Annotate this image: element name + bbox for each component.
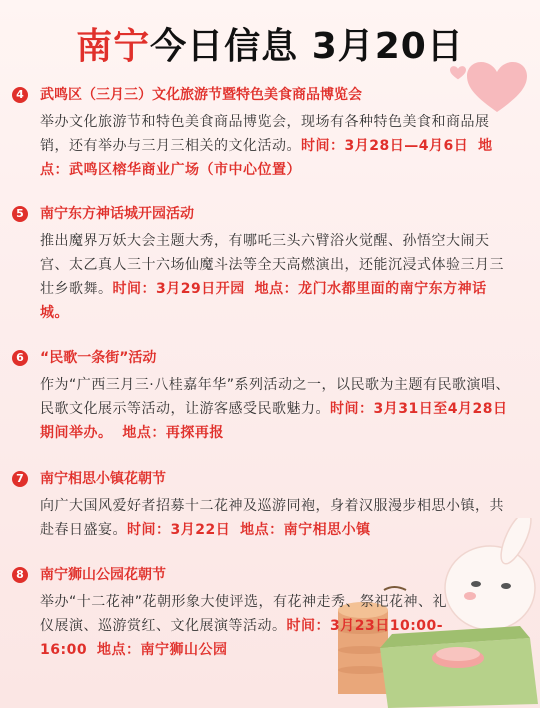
event-place: 地点：南宁狮山公园 (96, 642, 228, 658)
event-section-5 (16, 205, 512, 325)
event-title (16, 566, 460, 584)
heart-small-icon (450, 66, 466, 80)
event-description (12, 494, 512, 542)
event-desc-text: 作为“广西三月三·八桂嘉年华”系列活动之一，以民歌为主题有民歌演唱、民歌文化展示等活动，让游客感受民歌魅力。 (40, 377, 510, 417)
event-section-4 (16, 86, 512, 182)
number-badge: 5 (12, 206, 28, 222)
event-title (16, 349, 512, 367)
event-time: 时间：3月31日至4月28日期间举办。 (40, 401, 508, 441)
event-place: 地点：南宁相思小镇 (240, 522, 371, 538)
event-title-text: 南宁狮山公园花朝节 (40, 567, 166, 583)
event-time: 时间：3月23日10:00-16:00 (40, 618, 444, 658)
event-desc-text: 向广大国风爱好者招募十二花神及巡游同袍，身着汉服漫步相思小镇，共赴春日盛宴。 (40, 498, 504, 538)
event-title-text: “民歌一条街”活动 (40, 350, 157, 366)
event-place: 地点：武鸣区榕华商业广场（市中心位置） (40, 138, 493, 178)
event-desc-text: 推出魔界万妖大会主题大秀，有哪吒三头六臂浴火觉醒、孙悟空大闹天宫、太乙真人三十六场仙魔斗法等全天高燃演出，还能沉浸式体验三月三壮乡歌舞。 (40, 233, 504, 297)
number-badge: 4 (12, 87, 28, 103)
title-date: 今日信息 3月20日 (150, 26, 464, 67)
event-description (12, 373, 512, 445)
event-time: 时间：3月29日开园 (112, 281, 245, 297)
event-title-text: 南宁相思小镇花朝节 (40, 471, 166, 487)
event-place: 地点：再探再报 (122, 425, 224, 441)
event-place: 地点：龙门水都里面的南宁东方神话城。 (40, 281, 487, 321)
title-city: 南宁 (76, 26, 151, 67)
event-description (12, 590, 460, 662)
number-badge: 6 (12, 350, 28, 366)
event-description (12, 110, 512, 182)
event-title (16, 205, 512, 223)
event-time: 时间：3月28日—4月6日 (301, 138, 469, 154)
event-section-6 (16, 349, 512, 445)
page-title (0, 18, 540, 69)
event-desc-text: 举办文化旅游节和特色美食商品博览会，现场有各种特色美食和商品展销，还有举办与三月三相关的文化活动。 (40, 114, 490, 154)
number-badge: 7 (12, 471, 28, 487)
event-time: 时间：3月22日 (127, 522, 231, 538)
event-desc-text: 举办“十二花神”花朝形象大使评选，有花神走秀、祭祀花神、礼仪展演、巡游赏红、文化展演等活动。 (40, 594, 448, 634)
event-section-7 (16, 470, 512, 542)
event-title (16, 86, 512, 104)
event-title-text: 南宁东方神话城开园活动 (40, 206, 194, 222)
event-description (12, 229, 512, 325)
event-title (16, 470, 512, 488)
number-badge: 8 (12, 567, 28, 583)
event-title-text: 武鸣区（三月三）文化旅游节暨特色美食商品博览会 (40, 87, 362, 103)
event-section-8 (16, 566, 460, 662)
